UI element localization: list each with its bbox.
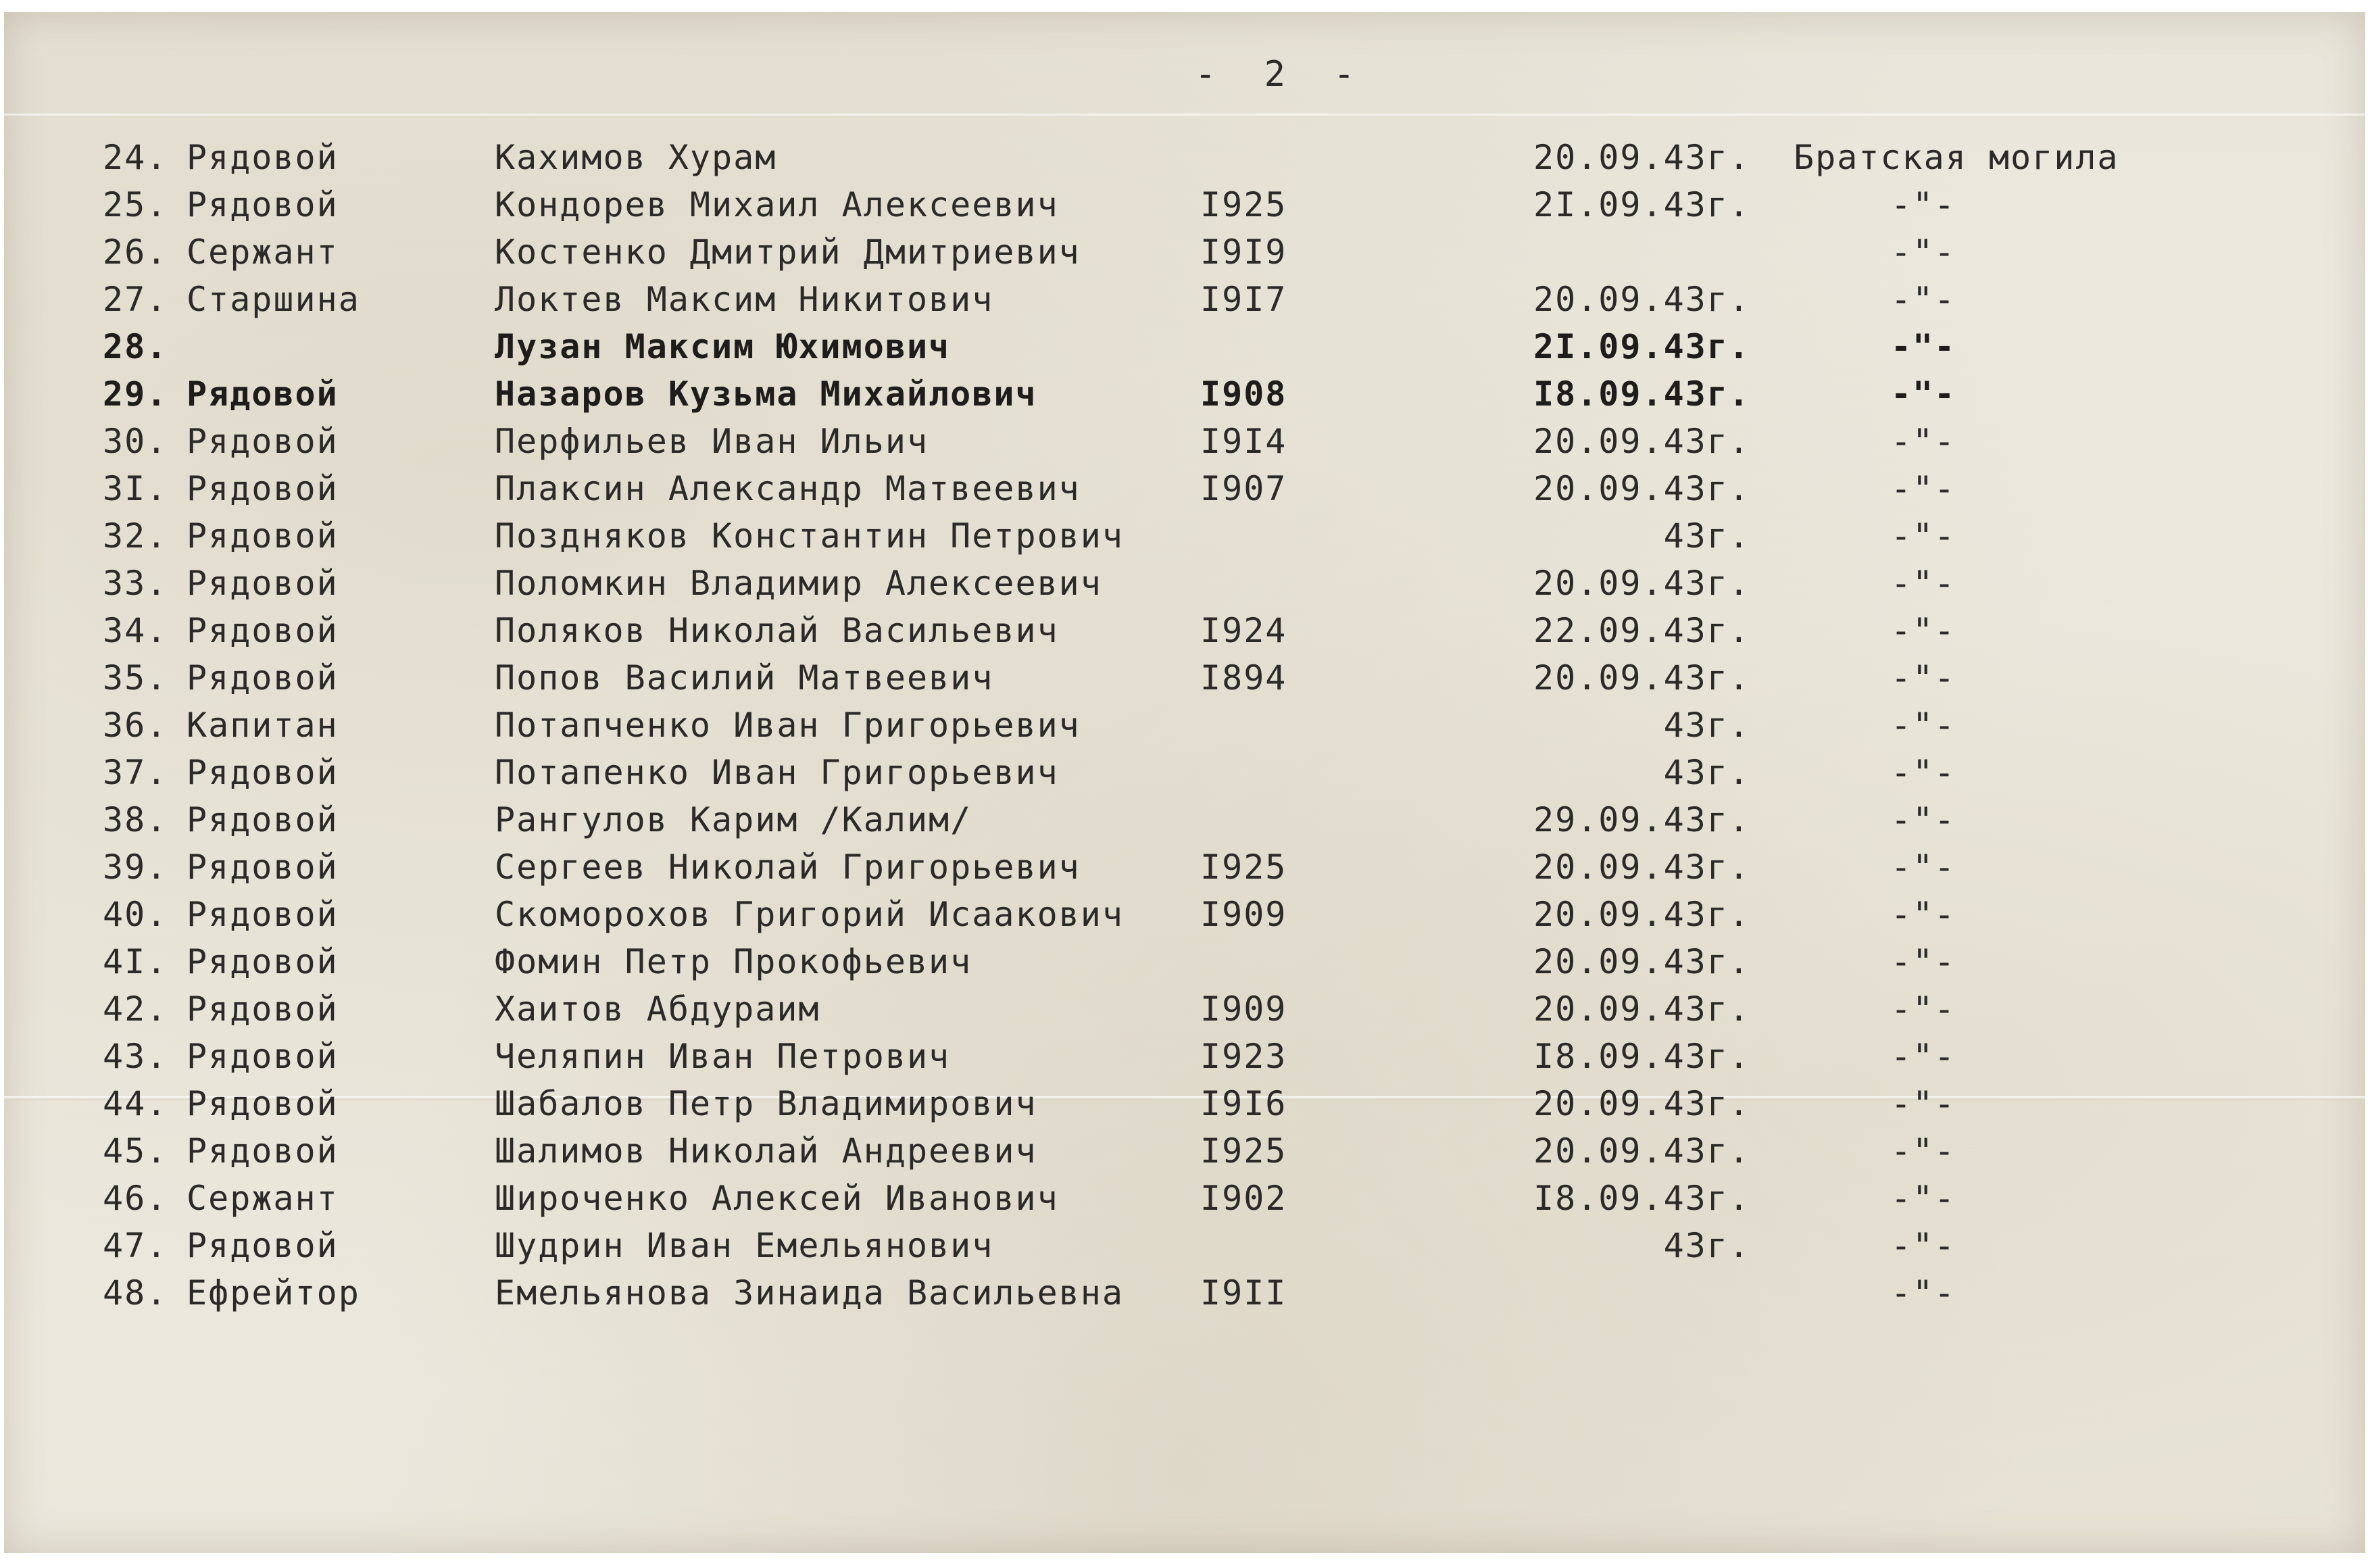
ditto-mark: -"- <box>1890 895 1956 934</box>
row-number: 38. <box>103 800 168 839</box>
military-rank: Рядовой <box>187 942 339 981</box>
list-row <box>4 1273 2365 1321</box>
death-date: 2I.09.43г. <box>1533 327 1750 366</box>
full-name: Потапченко Иван Григорьевич <box>495 706 1081 745</box>
full-name: Поздняков Константин Петрович <box>495 516 1124 556</box>
row-number: 40. <box>103 895 168 934</box>
list-row <box>4 611 2365 658</box>
ditto-mark: -"- <box>1890 516 1956 556</box>
military-rank: Рядовой <box>187 658 339 697</box>
military-rank: Рядовой <box>187 1084 339 1123</box>
full-name: Шалимов Николай Андреевич <box>495 1131 1037 1171</box>
page-number: - 2 - <box>1195 54 1368 95</box>
ditto-mark: -"- <box>1890 1084 1956 1123</box>
death-date: 43г. <box>1663 753 1750 792</box>
military-rank: Рядовой <box>187 469 339 508</box>
birth-year: I909 <box>1200 989 1287 1029</box>
row-number: 43. <box>103 1037 168 1076</box>
row-number: 39. <box>103 848 168 887</box>
death-date: 20.09.43г. <box>1533 895 1750 934</box>
death-date: I8.09.43г. <box>1533 1179 1750 1218</box>
ditto-mark: -"- <box>1890 942 1956 981</box>
military-rank: Рядовой <box>187 516 339 556</box>
row-number: 3I. <box>103 469 168 508</box>
list-row <box>4 848 2365 895</box>
list-row <box>4 1037 2365 1084</box>
military-rank: Рядовой <box>187 422 339 461</box>
military-rank: Капитан <box>187 706 339 745</box>
row-number: 34. <box>103 611 168 650</box>
list-row <box>4 469 2365 516</box>
ditto-mark: -"- <box>1890 1037 1956 1076</box>
ditto-mark: -"- <box>1890 1179 1956 1218</box>
ditto-mark: -"- <box>1890 327 1956 366</box>
row-number: 30. <box>103 422 168 461</box>
full-name: Широченко Алексей Иванович <box>495 1179 1059 1218</box>
row-number: 44. <box>103 1084 168 1123</box>
military-rank: Рядовой <box>187 185 339 224</box>
row-number: 36. <box>103 706 168 745</box>
list-row <box>4 753 2365 800</box>
birth-year: I909 <box>1200 895 1287 934</box>
full-name: Сергеев Николай Григорьевич <box>495 848 1081 887</box>
row-number: 37. <box>103 753 168 792</box>
ditto-mark: -"- <box>1890 469 1956 508</box>
birth-year: I9II <box>1200 1273 1287 1313</box>
full-name: Кахимов Хурам <box>495 138 777 177</box>
row-number: 26. <box>103 232 168 272</box>
full-name: Лузан Максим Юхимович <box>495 327 951 366</box>
death-date: 20.09.43г. <box>1533 658 1750 697</box>
death-date: 20.09.43г. <box>1533 422 1750 461</box>
birth-year: I923 <box>1200 1037 1287 1076</box>
military-rank: Рядовой <box>187 564 339 603</box>
ditto-mark: -"- <box>1890 611 1956 650</box>
row-number: 32. <box>103 516 168 556</box>
birth-year: I9I7 <box>1200 280 1287 319</box>
ditto-mark: -"- <box>1890 280 1956 319</box>
death-date: 20.09.43г. <box>1533 848 1750 887</box>
full-name: Назаров Кузьма Михайлович <box>495 374 1037 414</box>
death-date: 43г. <box>1663 516 1750 556</box>
list-row <box>4 658 2365 706</box>
military-rank: Рядовой <box>187 753 339 792</box>
list-row <box>4 327 2365 374</box>
full-name: Локтев Максим Никитович <box>495 280 994 319</box>
ditto-mark: -"- <box>1890 658 1956 697</box>
list-row <box>4 1179 2365 1226</box>
death-date: 20.09.43г. <box>1533 942 1750 981</box>
military-rank: Рядовой <box>187 1131 339 1171</box>
row-number: 29. <box>103 374 168 414</box>
list-row <box>4 374 2365 422</box>
military-rank: Рядовой <box>187 989 339 1029</box>
death-date: 22.09.43г. <box>1533 611 1750 650</box>
row-number: 48. <box>103 1273 168 1313</box>
death-date: 20.09.43г. <box>1533 469 1750 508</box>
row-number: 27. <box>103 280 168 319</box>
ditto-mark: -"- <box>1890 706 1956 745</box>
row-number: 46. <box>103 1179 168 1218</box>
full-name: Рангулов Карим /Калим/ <box>495 800 972 839</box>
full-name: Поляков Николай Васильевич <box>495 611 1059 650</box>
ditto-mark: -"- <box>1890 1131 1956 1171</box>
death-date: 20.09.43г. <box>1533 989 1750 1029</box>
military-rank: Сержант <box>187 1179 339 1218</box>
list-row <box>4 706 2365 753</box>
birth-year: I925 <box>1200 185 1287 224</box>
full-name: Перфильев Иван Ильич <box>495 422 929 461</box>
ditto-mark: -"- <box>1890 422 1956 461</box>
military-rank: Ефрейтор <box>187 1273 360 1313</box>
list-row <box>4 564 2365 611</box>
full-name: Шабалов Петр Владимирович <box>495 1084 1037 1123</box>
birth-year: I894 <box>1200 658 1287 697</box>
full-name: Шудрин Иван Емельянович <box>495 1226 994 1265</box>
death-date: 43г. <box>1663 706 1750 745</box>
row-number: 28. <box>103 327 168 366</box>
military-rank: Рядовой <box>187 1037 339 1076</box>
list-row <box>4 232 2365 280</box>
ditto-mark: -"- <box>1890 1273 1956 1313</box>
birth-year: I925 <box>1200 848 1287 887</box>
row-number: 24. <box>103 138 168 177</box>
ditto-mark: -"- <box>1890 564 1956 603</box>
row-number: 45. <box>103 1131 168 1171</box>
list-row <box>4 1084 2365 1131</box>
row-number: 42. <box>103 989 168 1029</box>
full-name: Скоморохов Григорий Исаакович <box>495 895 1124 934</box>
military-rank: Старшина <box>187 280 360 319</box>
death-date: 43г. <box>1663 1226 1750 1265</box>
list-row <box>4 1226 2365 1273</box>
row-number: 25. <box>103 185 168 224</box>
list-row <box>4 800 2365 848</box>
military-rank: Рядовой <box>187 1226 339 1265</box>
death-date: I8.09.43г. <box>1533 1037 1750 1076</box>
birth-year: I907 <box>1200 469 1287 508</box>
birth-year: I925 <box>1200 1131 1287 1171</box>
military-rank: Рядовой <box>187 374 339 414</box>
document-page <box>4 12 2365 1553</box>
list-row <box>4 185 2365 232</box>
full-name: Поломкин Владимир Алексеевич <box>495 564 1102 603</box>
military-rank: Рядовой <box>187 848 339 887</box>
full-name: Попов Василий Матвеевич <box>495 658 994 697</box>
row-number: 35. <box>103 658 168 697</box>
full-name: Плаксин Александр Матвеевич <box>495 469 1081 508</box>
row-number: 33. <box>103 564 168 603</box>
death-date: 20.09.43г. <box>1533 280 1750 319</box>
ditto-mark: -"- <box>1890 232 1956 272</box>
paper-fold-top <box>4 114 2365 116</box>
list-row <box>4 516 2365 564</box>
full-name: Потапенко Иван Григорьевич <box>495 753 1059 792</box>
death-date: 2I.09.43г. <box>1533 185 1750 224</box>
list-row <box>4 895 2365 942</box>
ditto-mark: -"- <box>1890 989 1956 1029</box>
ditto-mark: -"- <box>1890 185 1956 224</box>
list-row <box>4 942 2365 989</box>
military-rank: Сержант <box>187 232 339 272</box>
ditto-mark: -"- <box>1890 374 1956 414</box>
death-date: I8.09.43г. <box>1533 374 1750 414</box>
birth-year: I902 <box>1200 1179 1287 1218</box>
birth-year: I9I6 <box>1200 1084 1287 1123</box>
military-rank: Рядовой <box>187 611 339 650</box>
ditto-mark: -"- <box>1890 1226 1956 1265</box>
military-rank: Рядовой <box>187 138 339 177</box>
death-date: 29.09.43г. <box>1533 800 1750 839</box>
military-rank: Рядовой <box>187 800 339 839</box>
list-row <box>4 280 2365 327</box>
full-name: Челяпин Иван Петрович <box>495 1037 951 1076</box>
full-name: Хаитов Абдураим <box>495 989 820 1029</box>
list-row <box>4 1131 2365 1179</box>
ditto-mark: -"- <box>1890 848 1956 887</box>
military-rank: Рядовой <box>187 895 339 934</box>
row-number: 47. <box>103 1226 168 1265</box>
ditto-mark: -"- <box>1890 800 1956 839</box>
death-date: 20.09.43г. <box>1533 138 1750 177</box>
full-name: Фомин Петр Прокофьевич <box>495 942 972 981</box>
full-name: Кондорев Михаил Алексеевич <box>495 185 1059 224</box>
death-date: 20.09.43г. <box>1533 1131 1750 1171</box>
death-date: 20.09.43г. <box>1533 1084 1750 1123</box>
birth-year: I924 <box>1200 611 1287 650</box>
list-row: 24. Рядовой Кахимов Хурам 20.09.43г. Братская могила <box>103 138 2119 177</box>
birth-year: I9I9 <box>1200 232 1287 272</box>
list-row <box>4 989 2365 1037</box>
row-number: 4I. <box>103 942 168 981</box>
list-row <box>4 422 2365 469</box>
death-date: 20.09.43г. <box>1533 564 1750 603</box>
full-name: Костенко Дмитрий Дмитриевич <box>495 232 1081 272</box>
ditto-mark: -"- <box>1890 753 1956 792</box>
birth-year: I908 <box>1200 374 1287 414</box>
birth-year: I9I4 <box>1200 422 1287 461</box>
full-name: Емельянова Зинаида Васильевна <box>495 1273 1124 1313</box>
